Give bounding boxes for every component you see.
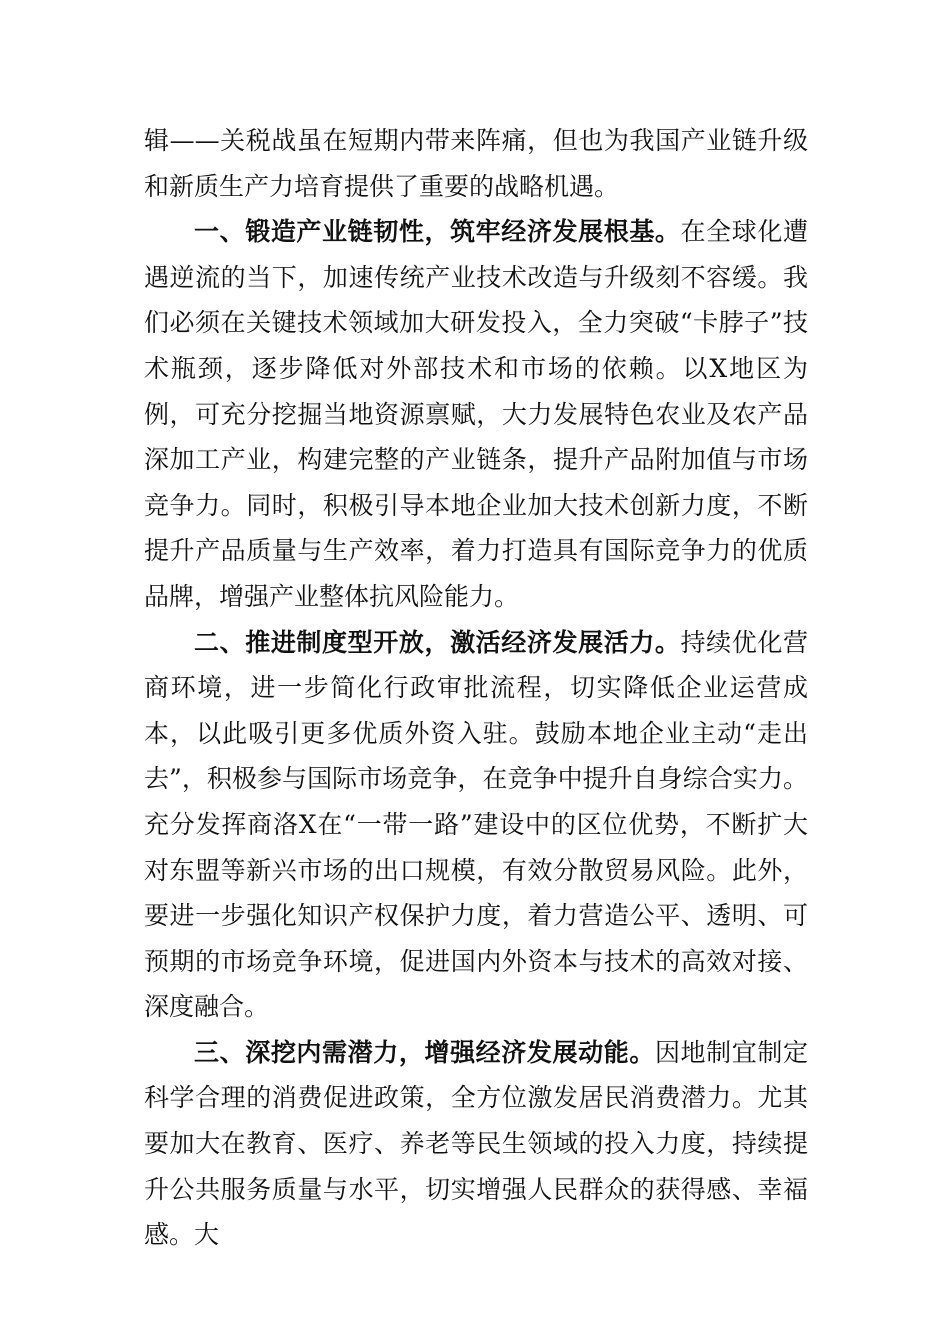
document-body [144,118,808,1258]
paragraph-text: 因地制宜制定科学合理的消费促进政策，全方位激发居民消费潜力。尤其要加大在教育、医疗、养老等民生领域的投入力度，持续提升公共服务质量与水平，切实增强人民群众的获得感、幸福感。大 [144,1037,808,1250]
paragraph-section-3 [144,1030,808,1258]
paragraph-section-1 [144,209,808,619]
section-heading-2: 二、推进制度型开放，激活经济发展活力。 [194,627,681,657]
paragraph-section-2 [144,620,808,1030]
paragraph-intro-continuation [144,118,808,209]
section-heading-3: 三、深挖内需潜力，增强经济发展动能。 [194,1037,655,1067]
paragraph-text: 在全球化遭遇逆流的当下，加速传统产业技术改造与升级刻不容缓。我们必须在关键技术领域加大研发投入，全力突破“卡脖子”技术瓶颈，逐步降低对外部技术和市场的依赖。以X地区为例，可充分挖掘当地资源禀赋，大力发展特色农业及农产品深加工产业，构建完整的产业链条，提升产品附加值与市场竞争力。同时，积极引导本地企业加大技术创新力度，不断提升产品质量与生产效率，着力打造具有国际竞争力的优质品牌，增强产业整体抗风险能力。 [144,217,808,611]
paragraph-text: 辑——关税战虽在短期内带来阵痛，但也为我国产业链升级和新质生产力培育提供了重要的战略机遇。 [144,126,808,201]
section-heading-1: 一、锻造产业链韧性，筑牢经济发展根基。 [194,217,681,247]
paragraph-text: 持续优化营商环境，进一步简化行政审批流程，切实降低企业运营成本，以此吸引更多优质外资入驻。鼓励本地企业主动“走出去”，积极参与国际市场竞争，在竞争中提升自身综合实力。充分发挥商洛X在“一带一路”建设中的区位优势，不断扩大对东盟等新兴市场的出口规模，有效分散贸易风险。此外，要进一步强化知识产权保护力度，着力营造公平、透明、可预期的市场竞争环境，促进国内外资本与技术的高效对接、深度融合。 [144,627,808,1022]
